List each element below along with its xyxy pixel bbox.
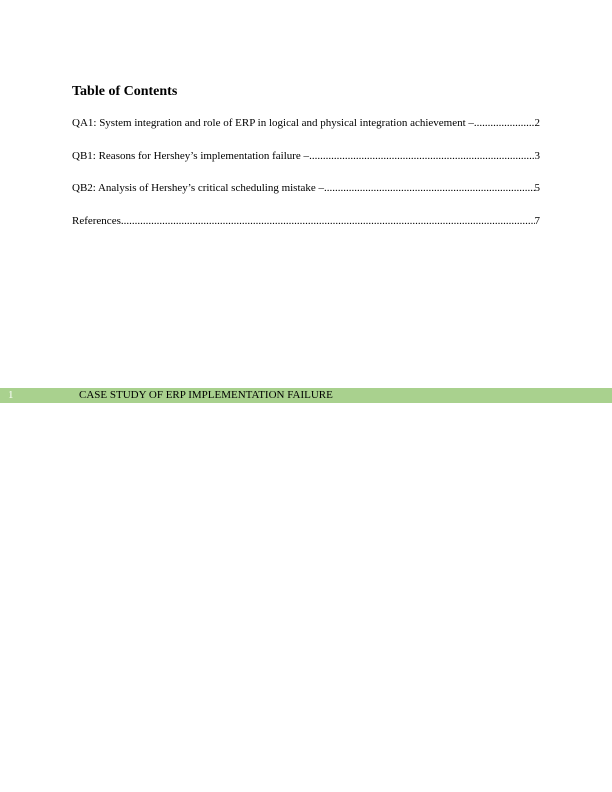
toc-entry-text: QB1: Reasons for Hershey’s implementation failure – [72, 149, 310, 162]
toc-entry-text: QB2: Analysis of Hershey’s critical scheduling mistake – [72, 182, 325, 194]
toc-entry-page: 3 [534, 149, 540, 162]
toc-dot-leader [121, 214, 535, 228]
toc-entry-references[interactable] [72, 214, 540, 228]
toc-entry-qb1[interactable] [72, 149, 540, 163]
toc-entry-text: QA1: System integration and role of ERP in logical and physical integration achievement – [72, 117, 474, 129]
toc-dot-leader [324, 181, 534, 195]
toc-entry-page: 5 [534, 182, 540, 194]
toc-entry-text: References [72, 214, 121, 227]
footer-title: CASE STUDY OF ERP IMPLEMENTATION FAILURE [79, 389, 333, 401]
footer-page-number: 1 [8, 389, 14, 401]
toc-entry-qa1[interactable] [72, 116, 540, 130]
toc-list [72, 116, 540, 246]
toc-entry-page: 7 [534, 214, 540, 227]
toc-entry-qb2[interactable] [72, 181, 540, 195]
toc-dot-leader [309, 149, 534, 163]
toc-title: Table of Contents [72, 84, 178, 99]
toc-entry-page: 2 [534, 117, 540, 129]
toc-dot-leader [474, 116, 535, 130]
footer-bar [0, 388, 612, 403]
